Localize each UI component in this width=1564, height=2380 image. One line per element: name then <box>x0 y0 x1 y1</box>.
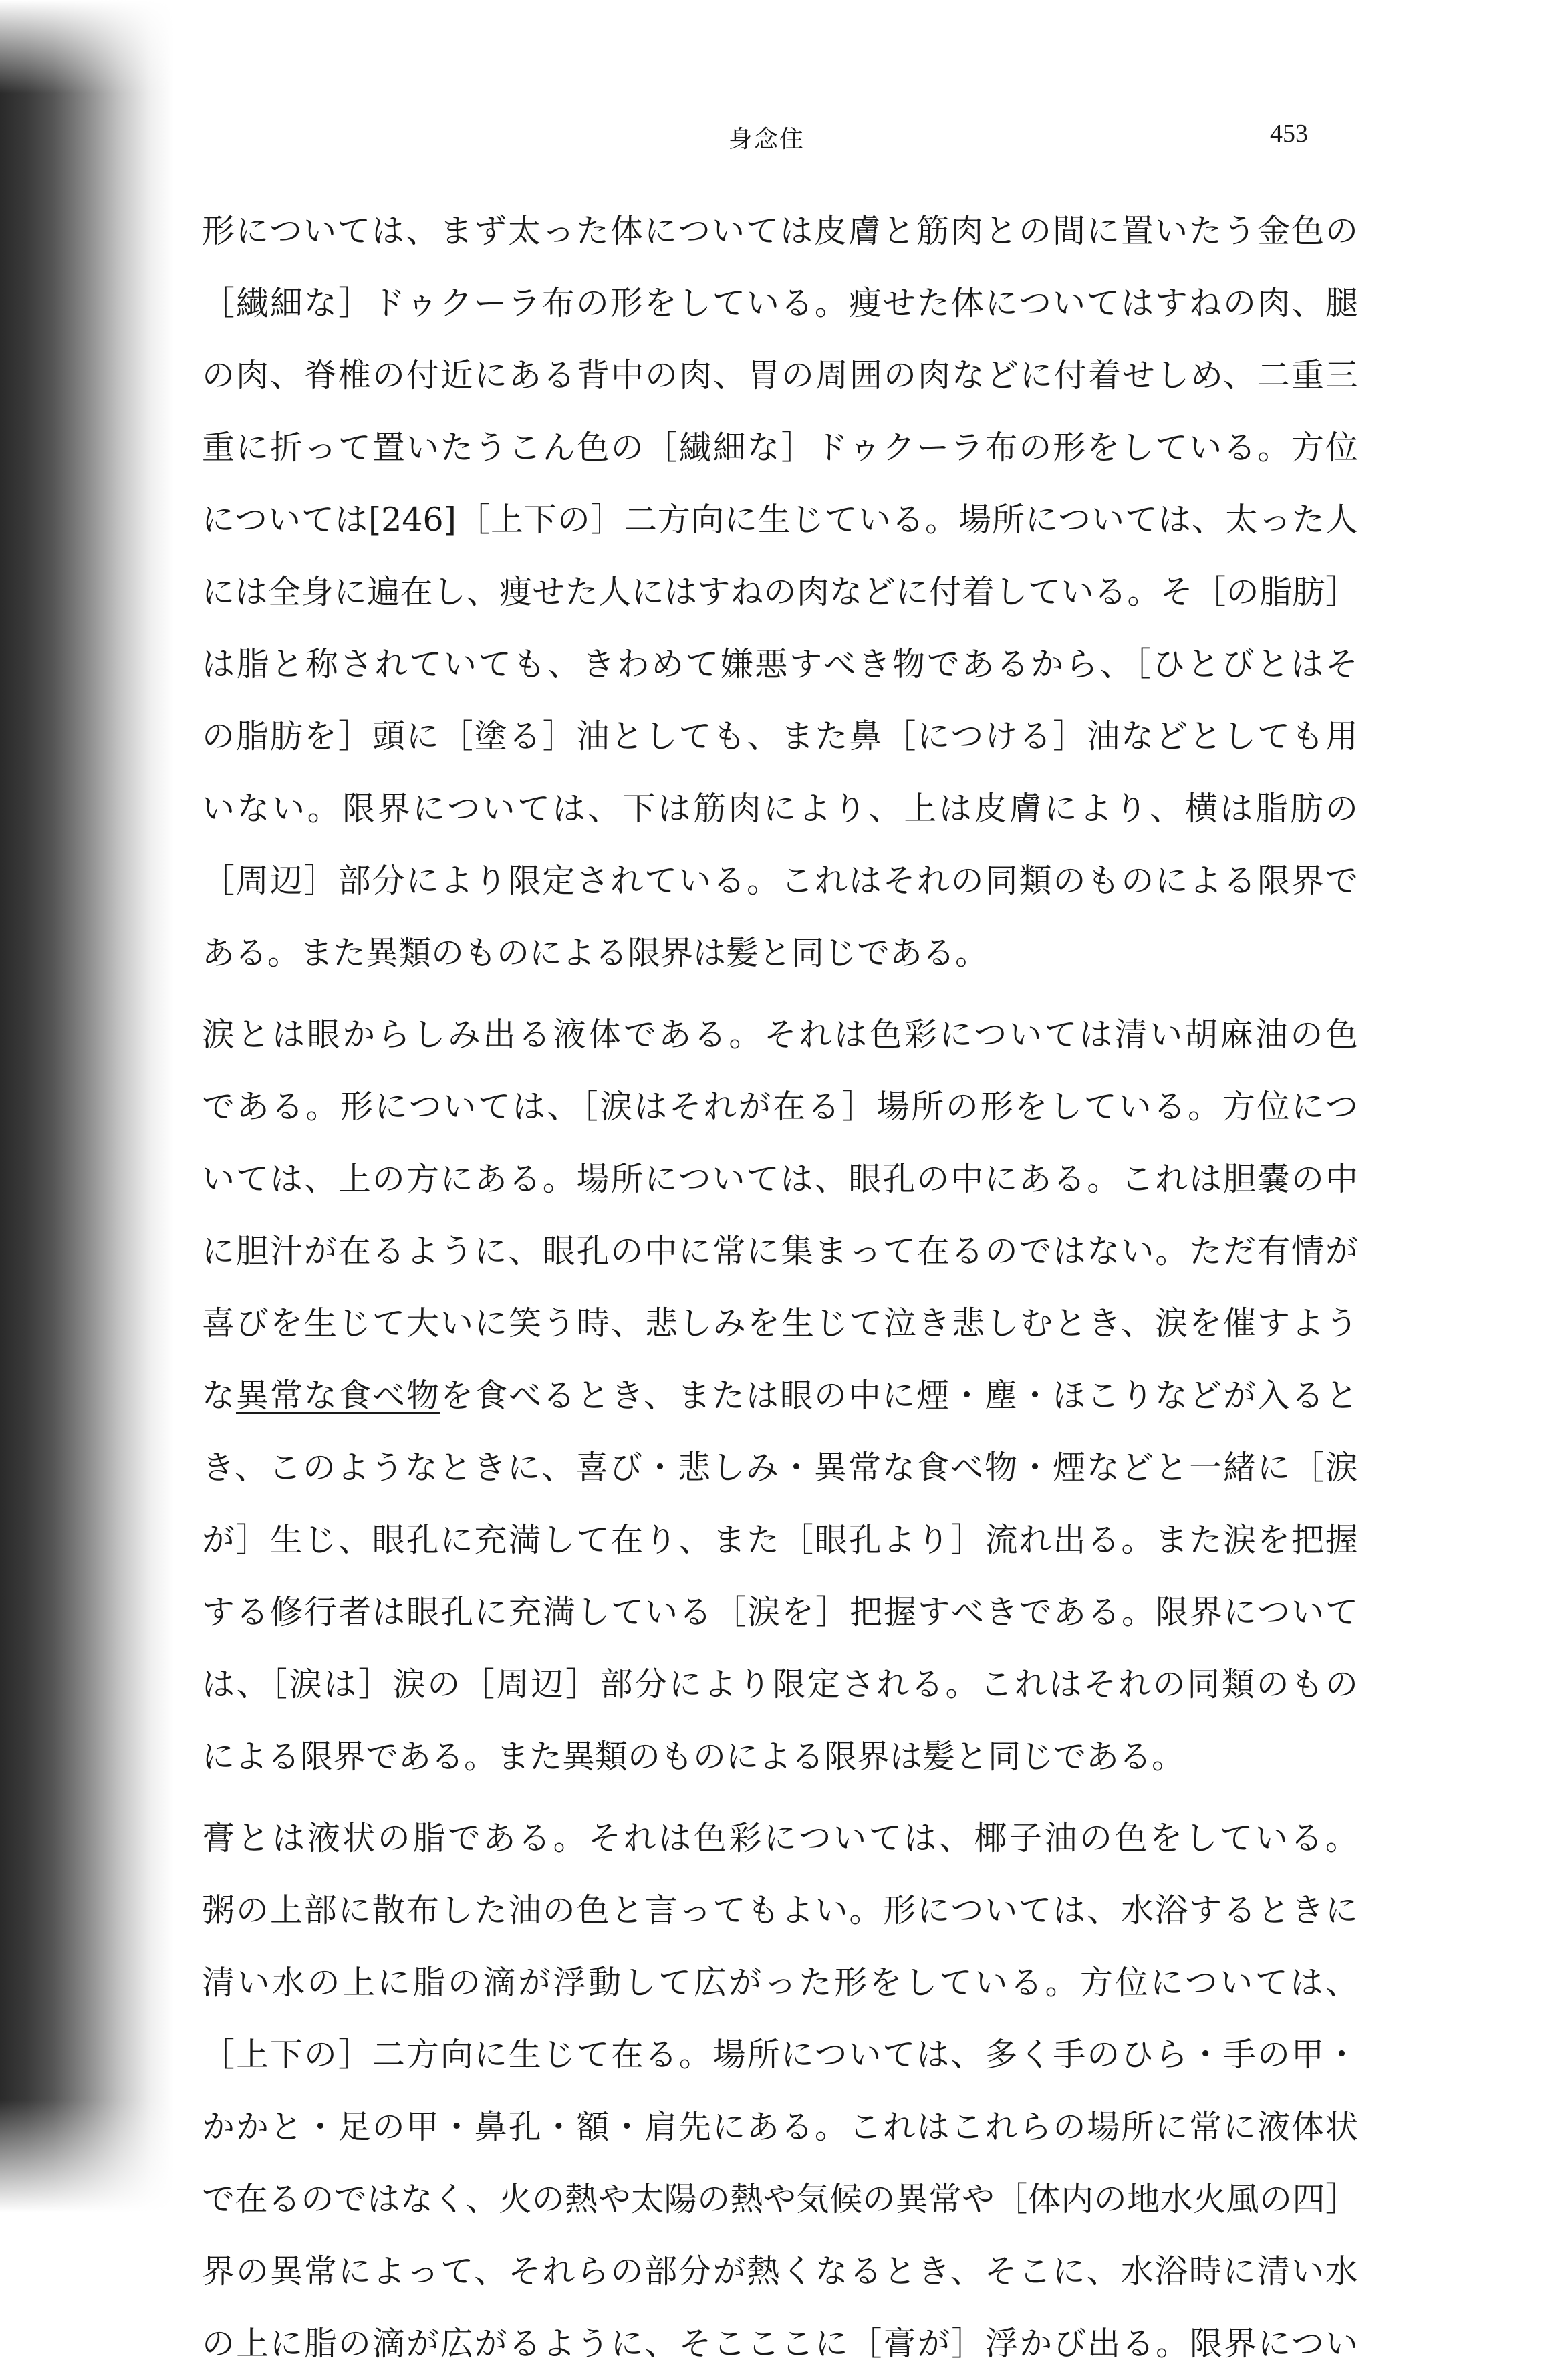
text-line <box>202 1360 1358 1432</box>
paragraph-gap <box>202 989 1358 999</box>
text-line: いない。限界については、下は筋肉により、上は皮膚により、横は脂肪の <box>202 790 1358 828</box>
text-line: の肉、脊椎の付近にある背中の肉、胃の周囲の肉などに付着せしめ、二重三 <box>202 356 1358 394</box>
text-line: かかと・足の甲・鼻孔・額・肩先にある。これはこれらの場所に常に液体状 <box>202 2108 1358 2146</box>
text-line: ［上下の］二方向に生じて在る。場所については、多く手のひら・手の甲・ <box>202 2036 1358 2074</box>
underlined-phrase: 異常な食べ物 <box>236 1377 440 1415</box>
text-line: ある。また異類のものによる限界は髪と同じである。 <box>202 934 989 972</box>
text-line: で在るのではなく、火の熱や太陽の熱や気候の異常や［体内の地水火風の四］ <box>202 2180 1358 2218</box>
text-line: き、このようなときに、喜び・悲しみ・異常な食べ物・煙などと一緒に［涙 <box>202 1449 1358 1487</box>
page-number: 453 <box>1270 120 1308 148</box>
text-line: 涙とは眼からしみ出る液体である。それは色彩については清い胡麻油の色 <box>202 1016 1358 1054</box>
text-line: の上に脂の滴が広がるように、そこここに［膏が］浮かび出る。限界につい <box>202 2325 1358 2363</box>
text-line: いては、上の方にある。場所については、眼孔の中にある。これは胆嚢の中 <box>202 1160 1358 1198</box>
text-line: 形については、まず太った体については皮膚と筋肉との間に置いたう金色の <box>202 212 1358 250</box>
text-line: 膏とは液状の脂である。それは色彩については、椰子油の色をしている。 <box>202 1819 1358 1857</box>
text-line: ［繊細な］ドゥクーラ布の形をしている。痩せた体についてはすねの肉、腿 <box>202 284 1358 322</box>
text-line: である。形については、［涙はそれが在る］場所の形をしている。方位につ <box>202 1088 1358 1126</box>
text-line: には全身に遍在し、痩せた人にはすねの肉などに付着している。そ［の脂肪］ <box>202 573 1358 611</box>
binding-shadow-fade-bottom <box>0 2099 174 2212</box>
text-line: が］生じ、眼孔に充満して在り、また［眼孔より］流れ出る。また涙を把握 <box>202 1521 1358 1559</box>
text-line: については[246]［上下の］二方向に生じている。場所については、太った人 <box>202 501 1358 539</box>
text-segment: な <box>202 1377 236 1415</box>
binding-shadow-fade-top <box>0 0 174 94</box>
paragraph-gap <box>202 1793 1358 1802</box>
text-line: する修行者は眼孔に充満している［涙を］把握すべきである。限界について <box>202 1593 1358 1631</box>
text-line: 清い水の上に脂の滴が浮動して広がった形をしている。方位については、 <box>202 1964 1358 2002</box>
text-line: 界の異常によって、それらの部分が熱くなるとき、そこに、水浴時に清い水 <box>202 2252 1358 2290</box>
text-line: 粥の上部に散布した油の色と言ってもよい。形については、水浴するときに <box>202 1891 1358 1929</box>
text-line: は脂と称されていても、きわめて嫌悪すべき物であるから、［ひとびとはそ <box>202 645 1358 683</box>
text-line: による限界である。また異類のものによる限界は髪と同じである。 <box>202 1738 1185 1776</box>
text-line: は、［涙は］涙の［周辺］部分により限定される。これはそれの同類のもの <box>202 1665 1358 1703</box>
text-line: 重に折って置いたうこん色の［繊細な］ドゥクーラ布の形をしている。方位 <box>202 429 1358 467</box>
text-line: 喜びを生じて大いに笑う時、悲しみを生じて泣き悲しむとき、涙を催すよう <box>202 1304 1358 1342</box>
text-line: ［周辺］部分により限定されている。これはそれの同類のものによる限界で <box>202 862 1358 900</box>
binding-shadow <box>0 0 174 2212</box>
running-title: 身念住 <box>729 126 805 153</box>
text-line: に胆汁が在るように、眼孔の中に常に集まって在るのではない。ただ有情が <box>202 1232 1358 1270</box>
text-segment: を食べるとき、または眼の中に煙・塵・ほこりなどが入ると <box>440 1377 1358 1415</box>
body-text <box>202 195 1358 2380</box>
text-line: の脂肪を］頭に［塗る］油としても、また鼻［につける］油などとしても用 <box>202 717 1358 755</box>
